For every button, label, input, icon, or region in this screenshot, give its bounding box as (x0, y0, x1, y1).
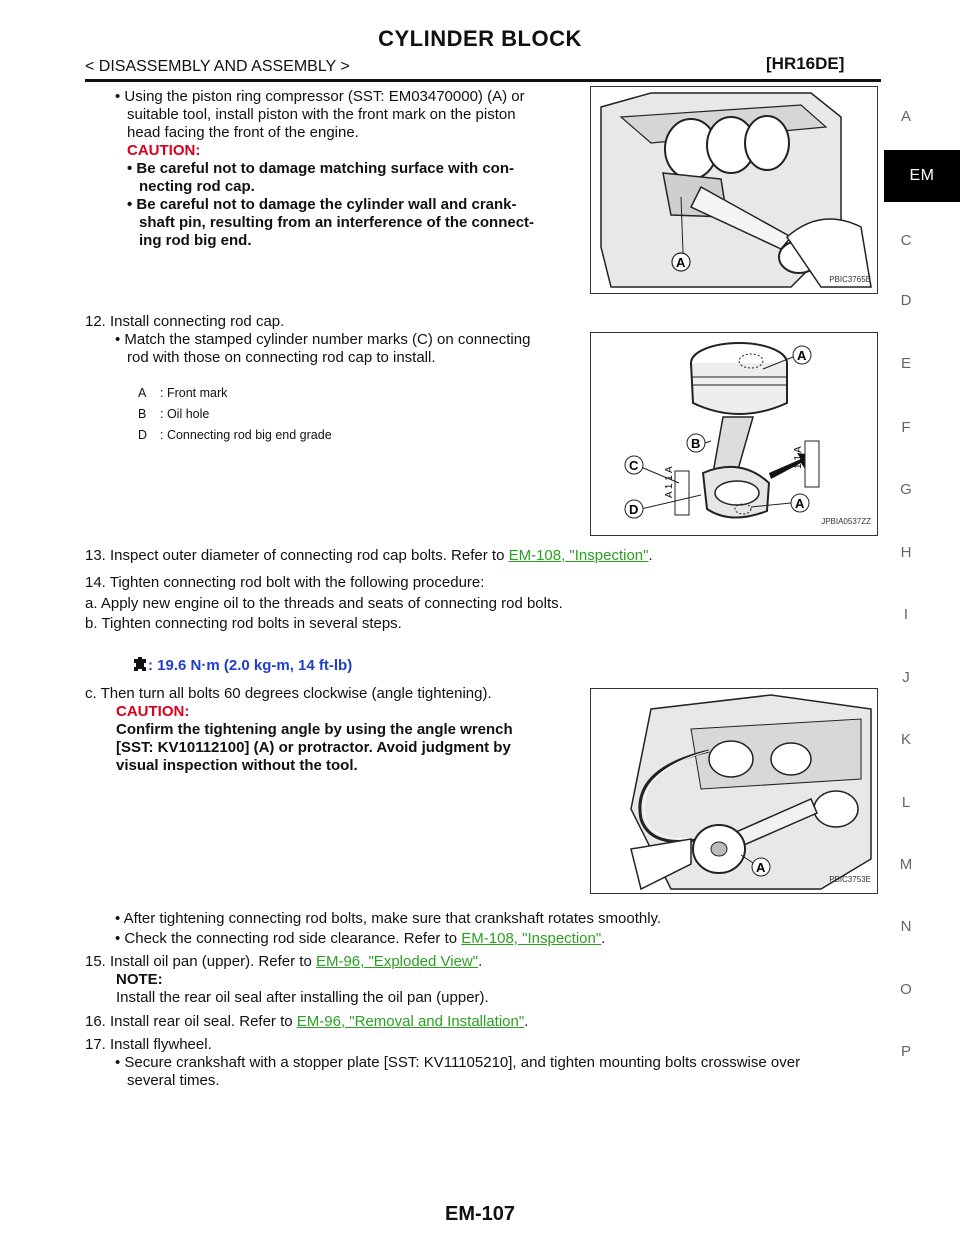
index-letter-j[interactable]: J (902, 669, 910, 686)
caution-text: • Be careful not to damage matching surface with con- (127, 160, 514, 177)
caution-label: CAUTION: (116, 703, 190, 720)
index-letter-l[interactable]: L (901, 794, 911, 811)
figure-callout-a: A (797, 348, 807, 363)
figure-id: PBIC3765E (829, 275, 871, 284)
figure-legend (138, 384, 332, 447)
legend-text: : Front mark (160, 386, 228, 400)
note-text: Install the rear oil seal after installing the oil pan (upper). (116, 989, 489, 1006)
legend-key: D (138, 428, 148, 442)
figure-callout-a: A (795, 496, 805, 511)
caution-text: shaft pin, resulting from an interference of the connect- (139, 214, 535, 231)
figure-connecting-rod (590, 332, 878, 536)
index-letter-o[interactable]: O (900, 981, 912, 998)
step-14c (85, 685, 513, 775)
step-14: 14. Tighten connecting rod bolt with the following procedure: (85, 574, 485, 591)
text-line: rod with those on connecting rod cap to install. (127, 349, 436, 366)
index-letter-m[interactable]: M (899, 856, 913, 873)
inspection-link[interactable]: EM-108, "Inspection" (508, 547, 649, 564)
caution-text: ing rod big end. (139, 232, 252, 249)
step-12 (85, 313, 530, 367)
index-tab-em[interactable]: EM (884, 150, 960, 202)
after-tightening-bullet: • After tightening connecting rod bolts, make sure that crankshaft rotates smoothly. (115, 910, 662, 927)
index-letter-f[interactable]: F (901, 419, 911, 436)
caution-label: CAUTION: (127, 142, 201, 159)
step-16: 16. Install rear oil seal. Refer to EM-96, "Removal and Installation". (85, 1013, 529, 1030)
index-letter-h[interactable]: H (900, 544, 912, 561)
step-text: 13. Inspect outer diameter of connecting rod cap bolts. Refer to (85, 547, 509, 564)
torque-value: : 19.6 N·m (2.0 kg-m, 14 ft-lb) (148, 657, 353, 674)
figure-angle-wrench (590, 688, 878, 894)
inspection-link[interactable]: EM-108, "Inspection" (461, 930, 602, 947)
piston-compressor-illustration (591, 87, 877, 293)
index-letter-c[interactable]: C (900, 232, 912, 249)
figure-id: PBIC3753E (829, 875, 871, 884)
index-letter-g[interactable]: G (900, 481, 912, 498)
figure-callout-d: D (629, 502, 639, 517)
index-letter-n[interactable]: N (900, 918, 912, 935)
stamp-mark-cap: 1 1 A (793, 446, 804, 469)
install-piston-bullet (115, 88, 534, 250)
step-17 (85, 1036, 800, 1090)
step-text: 17. Install flywheel. (85, 1036, 212, 1053)
page-number: EM-107 (444, 1203, 516, 1225)
engine-label: [HR16DE] (766, 54, 845, 73)
caution-text: • Be careful not to damage the cylinder wall and crank- (127, 196, 517, 213)
text-line: several times. (127, 1072, 220, 1089)
step-13: 13. Inspect outer diameter of connecting rod cap bolts. Refer to EM-108, "Inspection". (85, 547, 653, 564)
legend-key: A (138, 386, 147, 400)
note-label: NOTE: (116, 971, 163, 988)
legend-key: B (138, 407, 147, 421)
text-line: suitable tool, install piston with the front mark on the piston (127, 106, 516, 123)
step-14a: a. Apply new engine oil to the threads and seats of connecting rod bolts. (85, 595, 563, 612)
exploded-view-link[interactable]: EM-96, "Exploded View" (315, 953, 479, 970)
index-letter-e[interactable]: E (900, 355, 911, 372)
step-14b: b. Tighten connecting rod bolts in several steps. (85, 615, 402, 632)
figure-callout-a: A (756, 860, 766, 875)
text-line: • Match the stamped cylinder number marks (C) on connecting (115, 331, 531, 348)
legend-text: : Connecting rod big end grade (160, 428, 332, 442)
caution-text: Confirm the tightening angle by using the angle wrench (116, 721, 513, 738)
caution-text: visual inspection without the tool. (116, 757, 358, 774)
step-text: 15. Install oil pan (upper). Refer to (85, 953, 316, 970)
figure-id: JPBIA0537ZZ (821, 517, 871, 526)
text-line: • Using the piston ring compressor (SST: EM03470000) (A) or (115, 88, 525, 105)
side-clearance-bullet: • Check the connecting rod side clearance. Refer to EM-108, "Inspection". (115, 930, 606, 947)
legend-text: : Oil hole (160, 407, 210, 421)
section-label: < DISASSEMBLY AND ASSEMBLY > (85, 58, 350, 75)
index-letter-p[interactable]: P (900, 1043, 911, 1060)
caution-text: necting rod cap. (139, 178, 255, 195)
step-text: 12. Install connecting rod cap. (85, 313, 285, 330)
figure-piston-compressor (590, 86, 878, 294)
text-line: • Secure crankshaft with a stopper plate [SST: KV11105210], and tighten mounting bolts crosswise over (115, 1054, 801, 1071)
index-letter-i[interactable]: I (903, 606, 909, 623)
caution-text: [SST: KV10112100] (A) or protractor. Avoid judgment by (116, 739, 511, 756)
index-letter-d[interactable]: D (900, 292, 912, 309)
text-line: head facing the front of the engine. (127, 124, 359, 141)
figure-callout-a: A (676, 255, 686, 270)
stamp-mark-rod: A 1 1 A (664, 466, 675, 498)
index-letter-k[interactable]: K (900, 731, 911, 748)
step-text: c. Then turn all bolts 60 degrees clockwise (angle tightening). (85, 685, 492, 702)
figure-callout-b: B (691, 436, 701, 451)
angle-wrench-illustration (591, 689, 877, 893)
removal-installation-link[interactable]: EM-96, "Removal and Installation" (296, 1013, 525, 1030)
bullet-text: • Check the connecting rod side clearance. Refer to (115, 930, 462, 947)
torque-spec (132, 656, 352, 675)
figure-callout-c: C (629, 458, 639, 473)
step-15: 15. Install oil pan (upper). Refer to EM-96, "Exploded View". NOTE: Install the rear oil seal after installing the oil pan (upper). (85, 953, 489, 1006)
header-rule (85, 79, 881, 82)
step-text: 16. Install rear oil seal. Refer to (85, 1013, 297, 1030)
page-title: CYLINDER BLOCK (378, 26, 582, 51)
torque-wrench-icon (132, 656, 148, 672)
index-letter-a[interactable]: A (900, 108, 911, 125)
connecting-rod-illustration (591, 333, 877, 535)
